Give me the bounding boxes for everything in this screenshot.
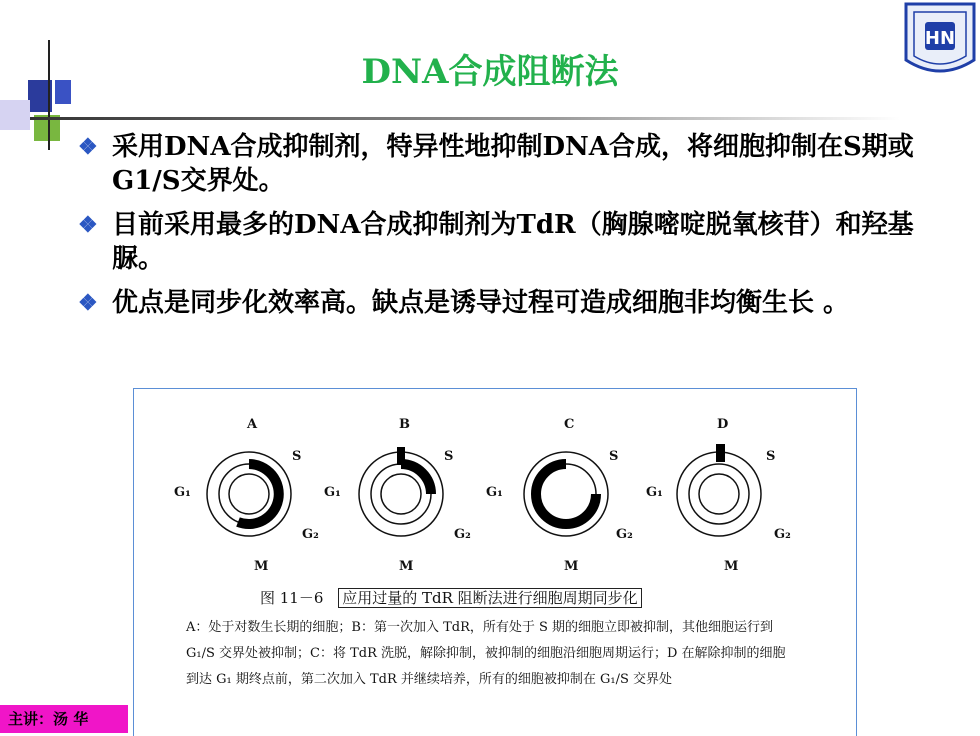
- bullet-item: [76, 208, 936, 276]
- lecturer-footer: 主讲：汤 华: [0, 705, 128, 733]
- page-title: DNA合成阻断法: [361, 52, 619, 92]
- phase-label-g1: G₁: [324, 485, 341, 500]
- university-logo-icon: [902, 2, 978, 88]
- phase-label-g2: G₂: [302, 527, 319, 542]
- phase-label-m: M: [254, 559, 269, 574]
- phase-label-g1: G₁: [646, 485, 663, 500]
- figure-caption: [260, 587, 642, 608]
- figure-description: A：处于对数生长期的细胞；B：第一次加入 TdR，所有处于 S 期的细胞立即被抑制，其他细胞运行到 G₁/S 交界处被抑制；C：将 TdR 洗脱，解除抑制，被抑制的细胞沿细胞周期运行；D 在解除抑制的细胞到达 G₁ 期终点前，第二次加入 TdR 并继续培养，所有的细胞被抑制在 G₁/S 交界处: [186, 620, 786, 687]
- figure-number: 图 11－6: [260, 589, 324, 607]
- phase-label-g2: G₂: [616, 527, 633, 542]
- diamond-bullet-icon: ❖: [78, 212, 98, 238]
- bullet-text: 优点是同步化效率高。缺点是诱导过程可造成细胞非均衡生长 。: [112, 288, 850, 318]
- panel-label-d: D: [717, 417, 729, 432]
- phase-label-s: S: [444, 449, 454, 464]
- svg-text:HN: HN: [924, 28, 956, 49]
- diamond-bullet-icon: ❖: [78, 134, 98, 160]
- phase-label-g2: G₂: [774, 527, 791, 542]
- panel-label-a: A: [247, 417, 258, 432]
- phase-label-s: S: [292, 449, 302, 464]
- bullet-item: [76, 130, 936, 198]
- bullet-text: 目前采用最多的DNA合成抑制剂为TdR（胸腺嘧啶脱氧核苷）和羟基脲。: [112, 210, 914, 274]
- panel-label-c: C: [564, 417, 575, 432]
- phase-label-m: M: [399, 559, 414, 574]
- phase-label-m: M: [564, 559, 579, 574]
- bullet-item: [76, 286, 936, 320]
- phase-label-m: M: [724, 559, 739, 574]
- decor-square-lavender: [0, 100, 30, 130]
- decor-horizontal-line: [30, 117, 900, 120]
- figure-title: 应用过量的 TdR 阻断法进行细胞周期同步化: [338, 588, 641, 608]
- panel-label-b: B: [399, 417, 410, 432]
- phase-label-s: S: [766, 449, 776, 464]
- diamond-bullet-icon: ❖: [78, 290, 98, 316]
- cell-cycle-figure: [133, 388, 857, 736]
- phase-label-s: S: [609, 449, 619, 464]
- cell-cycle-diagrams: [134, 389, 856, 579]
- phase-label-g1: G₁: [174, 485, 191, 500]
- phase-label-g1: G₁: [486, 485, 503, 500]
- bullet-list: [76, 130, 936, 330]
- bullet-text: 采用DNA合成抑制剂，特异性地抑制DNA合成，将细胞抑制在S期或G1/S交界处。: [112, 132, 914, 196]
- phase-label-g2: G₂: [454, 527, 471, 542]
